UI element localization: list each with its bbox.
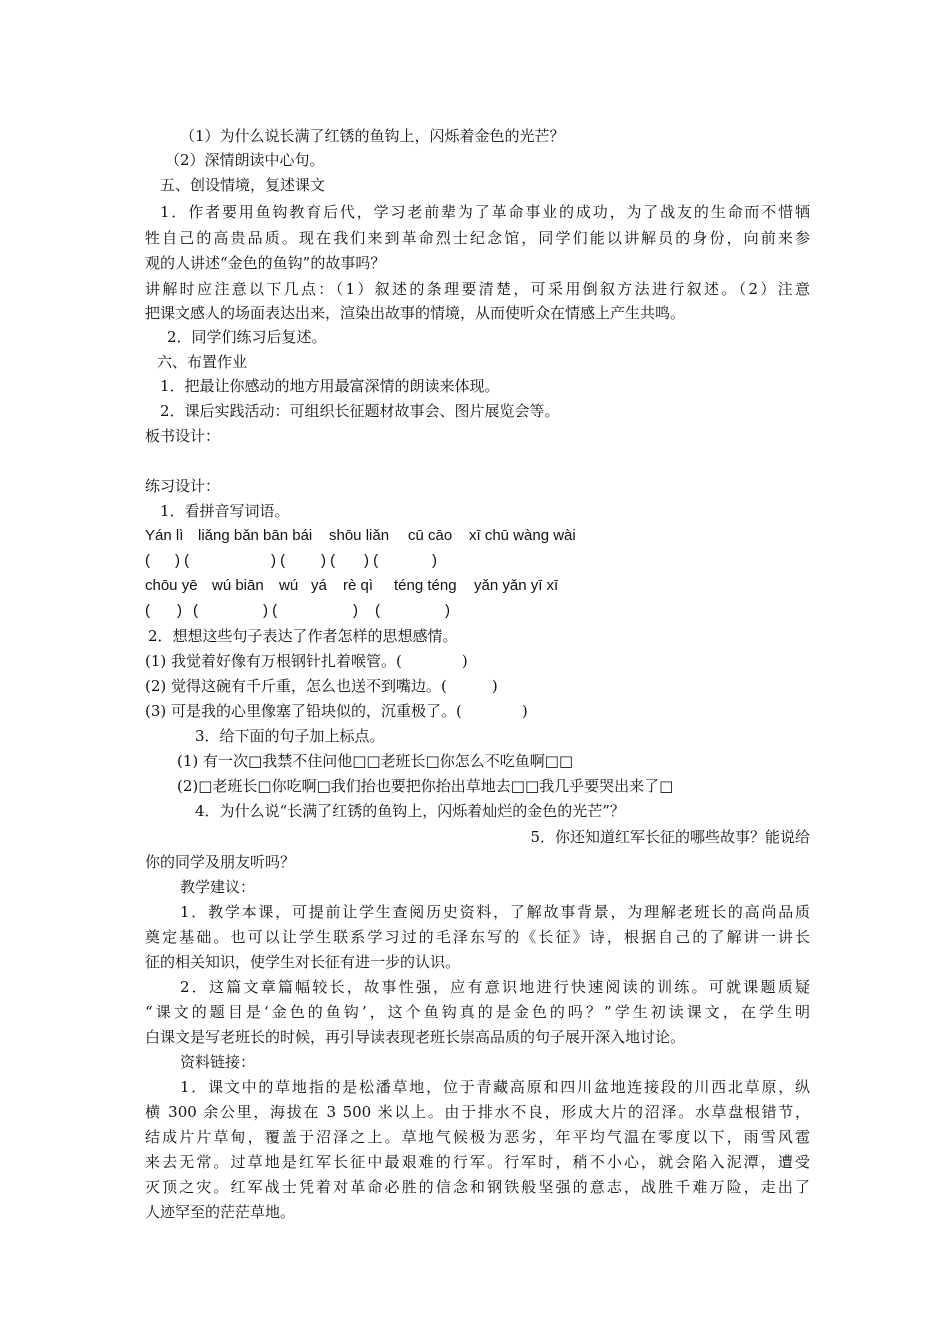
paragraph-line: 结成片片草甸，覆盖于沼泽之上。草地气候极为恶劣，年平均气温在零度以下，雨雪风雹 — [145, 1128, 810, 1146]
pinyin-word: liǎng bǎn bān bái — [198, 527, 313, 544]
paragraph-line: 灭顶之灾。红军战士凭着对革命必胜的信念和钢铁般坚强的意志，战胜千难万险，走出了 — [145, 1178, 810, 1196]
exercise-item: 5．你还知道红军长征的哪些故事？能说给 — [530, 828, 810, 846]
pinyin-word: rè qì — [343, 577, 374, 594]
paragraph-line: 2．同学们练习后复述。 — [167, 328, 327, 346]
paragraph-line: 1．作者要用鱼钩教育后代，学习老前辈为了革命事业的成功，为了战友的生命而不惜牺 — [160, 203, 810, 221]
exercise-item: 4．为什么说“长满了红锈的鱼钩上，闪烁着灿烂的金色的光芒”？ — [195, 802, 625, 820]
bracket: ) — [445, 602, 450, 619]
pinyin-word: yǎn yǎn yī xī — [474, 577, 559, 594]
paragraph-line: 2．这篇文章篇幅较长，故事性强，应有意识地进行快速阅读的训练。可就课题质疑 — [180, 978, 810, 996]
bracket: ) — [432, 552, 437, 569]
exercise-heading: 练习设计： — [145, 477, 221, 495]
bracket: ) — [353, 602, 358, 619]
question-line: （1）为什么说长满了红锈的鱼钩上，闪烁着金色的光芒？ — [180, 127, 565, 145]
list-item: 1．把最让你感动的地方用最富深情的朗读来体现。 — [160, 377, 500, 395]
pinyin-word: téng téng — [394, 577, 457, 594]
pinyin-word: xī chū wàng wài — [469, 527, 576, 544]
pinyin-word: cū cāo — [408, 527, 453, 544]
sentence-item: (3) 可是我的心里像塞了铅块似的，沉重极了。( ) — [145, 702, 528, 720]
bracket: ) ( — [321, 552, 336, 569]
question-line: （2）深情朗读中心句。 — [165, 151, 325, 169]
paragraph-line: 1．教学本课，可提前让学生查阅历史资料，了解故事背景，为理解老班长的高尚品质 — [180, 903, 810, 921]
paragraph-line: 奠定基础。也可以让学生联系学习过的毛泽东写的《长征》诗，根据自己的了解讲一讲长 — [145, 928, 810, 946]
punctuation-sentence: (2)□老班长□你吃啊□我们抬也要把你抬出草地去□□我几乎要哭出来了□ — [177, 777, 674, 795]
bracket: ( — [145, 552, 150, 569]
pinyin-word: yá — [311, 577, 327, 594]
paragraph-line: 1．课文中的草地指的是松潘草地，位于青藏高原和四川盆地连接段的川西北草原，纵 — [180, 1078, 810, 1096]
paragraph-line: 征的相关知识，使学生对长征有进一步的认识。 — [145, 953, 461, 971]
pinyin-word: Yán lì — [145, 527, 184, 544]
exercise-item: 1．看拼音写词语。 — [160, 502, 290, 520]
pinyin-word: wú biān — [212, 577, 264, 594]
bracket: ) ( — [175, 552, 190, 569]
paragraph-line: 观的人讲述“金色的鱼钩”的故事吗？ — [145, 254, 386, 272]
board-design-label: 板书设计： — [145, 427, 221, 445]
pinyin-word: wú — [279, 577, 299, 594]
paragraph-line: 把课文感人的场面表达出来，渲染出故事的情境，从而使听众在情感上产生共鸣。 — [145, 304, 686, 322]
bracket: ( — [145, 602, 150, 619]
bracket: ( — [193, 602, 198, 619]
exercise-item: 2．想想这些句子表达了作者怎样的思想感情。 — [148, 627, 458, 645]
bracket: ) ( — [263, 602, 278, 619]
paragraph-line: “课文的题目是‘金色的鱼钩’，这个鱼钩真的是金色的吗？”学生初读课文，在学生明 — [145, 1003, 810, 1021]
sentence-item: (2) 觉得这碗有千斤重，怎么也送不到嘴边。( ) — [145, 677, 498, 695]
pinyin-word: chōu yē — [145, 577, 198, 594]
answer-blank-row — [145, 549, 810, 573]
exercise-item: 你的同学及朋友听吗？ — [145, 853, 296, 871]
answer-blank-row — [145, 599, 810, 623]
section-heading: 资料链接： — [180, 1053, 256, 1071]
sentence-item: (1) 我觉着好像有万根钢针扎着喉管。( ) — [145, 652, 468, 670]
bracket: ) ( — [364, 552, 379, 569]
bracket: ( — [375, 602, 380, 619]
paragraph-line: 人迹罕至的茫茫草地。 — [145, 1203, 296, 1221]
list-item: 2．课后实践活动：可组织长征题材故事会、图片展览会等。 — [160, 402, 560, 420]
section-heading: 五、创设情境，复述课文 — [160, 176, 326, 194]
pinyin-word: shōu liǎn — [329, 527, 390, 544]
paragraph-line: 来去无常。过草地是红军长征中最艰难的行军。行军时，稍不小心，就会陷入泥潭，遭受 — [145, 1153, 810, 1171]
paragraph-line: 讲解时应注意以下几点：（1）叙述的条理要清楚，可采用倒叙方法进行叙述。（2）注意 — [145, 280, 810, 298]
paragraph-line: 牲自己的高贵品质。现在我们来到革命烈士纪念馆，同学们能以讲解员的身份，向前来参 — [145, 229, 810, 247]
section-heading: 教学建议： — [180, 878, 256, 896]
bracket: ) ( — [271, 552, 286, 569]
paragraph-line: 横 300 余公里，海拔在 3 500 米以上。由于排水不良，形成大片的沼泽。水草盘根错节， — [145, 1103, 810, 1121]
section-heading: 六、布置作业 — [157, 353, 248, 371]
punctuation-sentence: (1) 有一次□我禁不住问他□□老班长□你怎么不吃鱼啊□□ — [177, 752, 574, 770]
bracket: ) — [177, 602, 182, 619]
pinyin-row — [145, 524, 810, 548]
paragraph-line: 白课文是写老班长的时候，再引导读表现老班长崇高品质的句子展开深入地讨论。 — [145, 1028, 686, 1046]
exercise-item: 3．给下面的句子加上标点。 — [195, 727, 385, 745]
pinyin-row — [145, 574, 810, 598]
